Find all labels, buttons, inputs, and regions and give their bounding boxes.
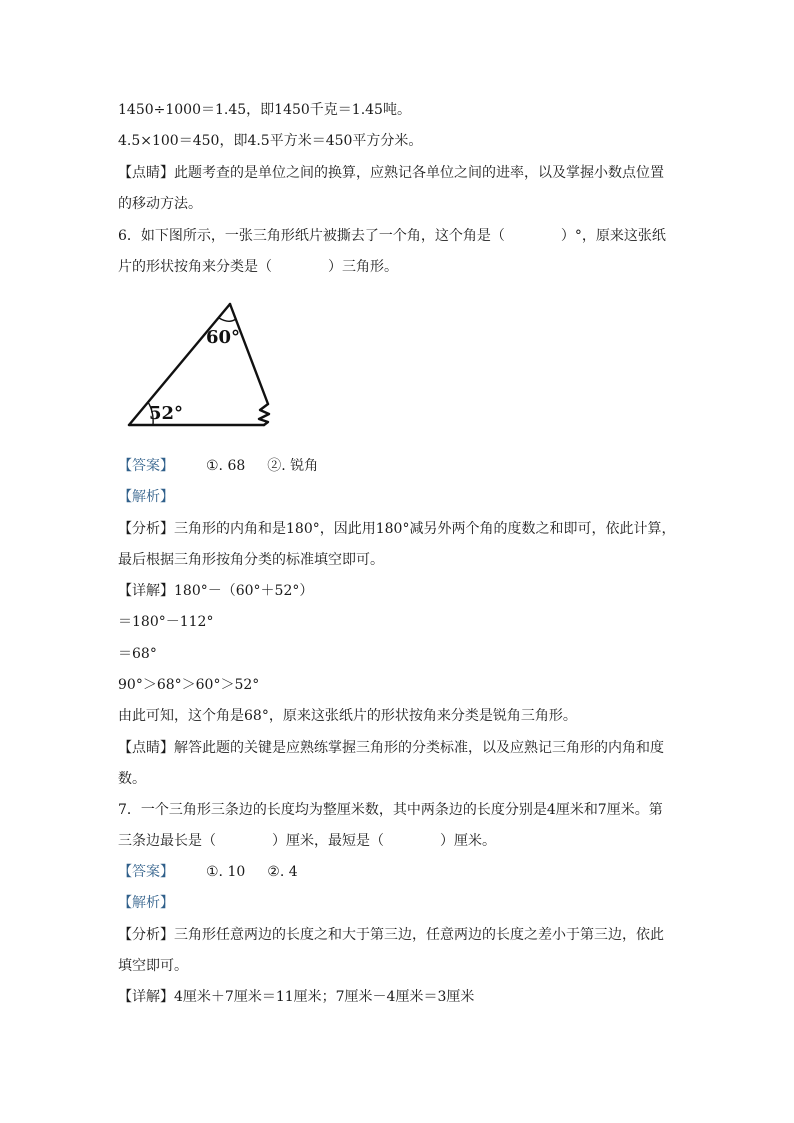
answer-tag: 【答案】 bbox=[118, 458, 174, 474]
q6-dianjing-line-1 bbox=[118, 738, 664, 758]
text-line-2: 4.5×100＝450，即4.5平方米＝450平方分米。 bbox=[118, 133, 423, 149]
question-6-line-1: 6．如下图所示，一张三角形纸片被撕去了一个角，这个角是（ ）°，原来这张纸 bbox=[118, 228, 666, 244]
xiangjie-tag: 【详解】 bbox=[118, 989, 174, 1005]
fenxi-text: 三角形的内角和是180°，因此用180°减另外两个角的度数之和即可，依此计算， bbox=[174, 521, 676, 537]
dianjing-text: 此题考查的是单位之间的换算，应熟记各单位之间的进率，以及掌握小数点位置 bbox=[174, 165, 664, 181]
text-line-1: 1450÷1000＝1.45，即1450千克＝1.45吨。 bbox=[118, 102, 411, 118]
q7-answer-2: ②. 4 bbox=[267, 864, 298, 880]
q6-jiexi-tag: 【解析】 bbox=[118, 489, 174, 505]
q7-jiexi-tag: 【解析】 bbox=[118, 895, 174, 911]
dianjing-text: 解答此题的关键是应熟练掌握三角形的分类标准，以及应熟记三角形的内角和度 bbox=[174, 740, 664, 756]
q6-step-4: 90°＞68°＞60°＞52° bbox=[118, 677, 260, 693]
q6-dianjing-line-2: 数。 bbox=[118, 771, 146, 787]
dianjing-tag: 【点睛】 bbox=[118, 740, 174, 756]
q7-answer-1: ①. 10 bbox=[206, 864, 246, 880]
q6-conclusion: 由此可知，这个角是68°，原来这张纸片的形状按角来分类是锐角三角形。 bbox=[118, 708, 577, 724]
q7-fenxi-line-1 bbox=[118, 925, 664, 945]
dianjing-line bbox=[118, 163, 664, 183]
q6-answer-1: ①. 68 bbox=[206, 458, 246, 474]
xiangjie-tag: 【详解】 bbox=[118, 583, 174, 599]
question-7-line-2: 三条边最长是（ ）厘米，最短是（ ）厘米。 bbox=[118, 833, 496, 849]
answer-tag: 【答案】 bbox=[118, 864, 174, 880]
q7-answer-line bbox=[118, 862, 298, 882]
fenxi-text: 三角形任意两边的长度之和大于第三边，任意两边的长度之差小于第三边，依此 bbox=[174, 927, 664, 943]
q6-fenxi-line-1 bbox=[118, 519, 675, 539]
q6-step-2: ＝180°－112° bbox=[118, 614, 214, 630]
xiangjie-text: 180°－（60°＋52°） bbox=[174, 583, 314, 599]
dianjing-tag: 【点睛】 bbox=[118, 165, 174, 181]
q6-step-3: ＝68° bbox=[118, 646, 157, 662]
angle-label-left: 52° bbox=[149, 403, 184, 424]
question-6-line-2: 片的形状按角来分类是（ ）三角形。 bbox=[118, 259, 398, 275]
q6-answer-line bbox=[118, 456, 318, 476]
q7-fenxi-line-2: 填空即可。 bbox=[118, 958, 188, 974]
fenxi-tag: 【分析】 bbox=[118, 927, 174, 943]
torn-edge bbox=[259, 404, 269, 425]
q6-answer-2: ②. 锐角 bbox=[267, 458, 319, 474]
text-line-4: 的移动方法。 bbox=[118, 196, 202, 212]
top-angle-arc bbox=[219, 318, 236, 321]
torn-triangle-figure bbox=[118, 296, 288, 436]
q7-xiangjie-line bbox=[118, 987, 474, 1007]
q6-xiangjie-line bbox=[118, 581, 313, 601]
q6-fenxi-line-2: 最后根据三角形按角分类的标准填空即可。 bbox=[118, 552, 384, 568]
question-7-line-1: 7．一个三角形三条边的长度均为整厘米数，其中两条边的长度分别是4厘米和7厘米。第 bbox=[118, 802, 663, 818]
xiangjie-text: 4厘米＋7厘米＝11厘米；7厘米－4厘米＝3厘米 bbox=[174, 989, 475, 1005]
angle-label-top: 60° bbox=[206, 327, 241, 348]
fenxi-tag: 【分析】 bbox=[118, 521, 174, 537]
